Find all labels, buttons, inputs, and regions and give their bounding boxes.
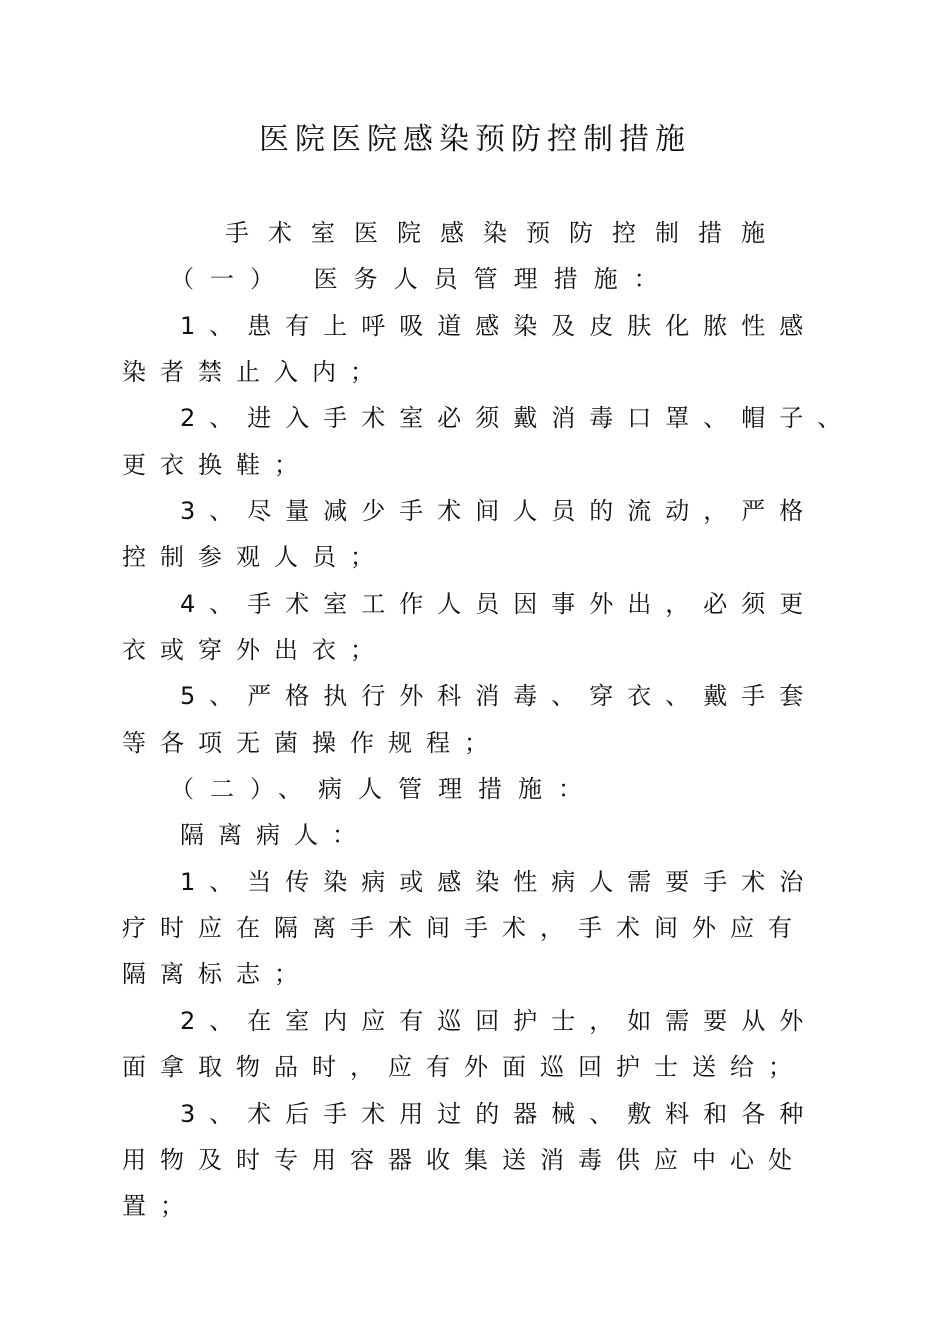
paragraph-line: 用物及时专用容器收集送消毒供应中心处 (122, 1146, 806, 1174)
paragraph-line: 4、手术室工作人员因事外出，必须更 (180, 590, 818, 618)
paragraph-line: 更衣换鞋； (122, 451, 312, 479)
paragraph-line: 等各项无菌操作规程； (122, 729, 502, 757)
paragraph-line: 2、进入手术室必须戴消毒口罩、帽子、 (180, 404, 856, 432)
paragraph-line: 疗时应在隔离手术间手术，手术间外应有 (122, 914, 806, 942)
document-title: 医院医院感染预防控制措施 (259, 122, 691, 157)
paragraph-line: 置； (122, 1192, 198, 1220)
paragraph-line: 隔离标志； (122, 960, 312, 988)
section-heading: 手术室医院感染预防控制措施 (225, 219, 784, 247)
subsection-heading: （一） 医务人员管理措施： (170, 265, 674, 293)
paragraph-line: 3、尽量减少手术间人员的流动，严格 (180, 497, 818, 525)
paragraph-line: 面拿取物品时，应有外面巡回护士送给； (122, 1053, 806, 1081)
paragraph-line: 控制参观人员； (122, 543, 388, 571)
paragraph-line: 1、当传染病或感染性病人需要手术治 (180, 868, 818, 896)
paragraph-line: 隔离病人： (180, 821, 370, 849)
paragraph-line: 3、术后手术用过的器械、敷料和各种 (180, 1100, 818, 1128)
paragraph-line: 5、严格执行外科消毒、穿衣、戴手套 (180, 682, 818, 710)
paragraph-line: 衣或穿外出衣； (122, 636, 388, 664)
subsection-heading: （二）、病人管理措施： (170, 775, 598, 803)
paragraph-line: 2、在室内应有巡回护士，如需要从外 (180, 1007, 818, 1035)
paragraph-line: 1、患有上呼吸道感染及皮肤化脓性感 (180, 312, 818, 340)
paragraph-line: 染者禁止入内； (122, 358, 388, 386)
